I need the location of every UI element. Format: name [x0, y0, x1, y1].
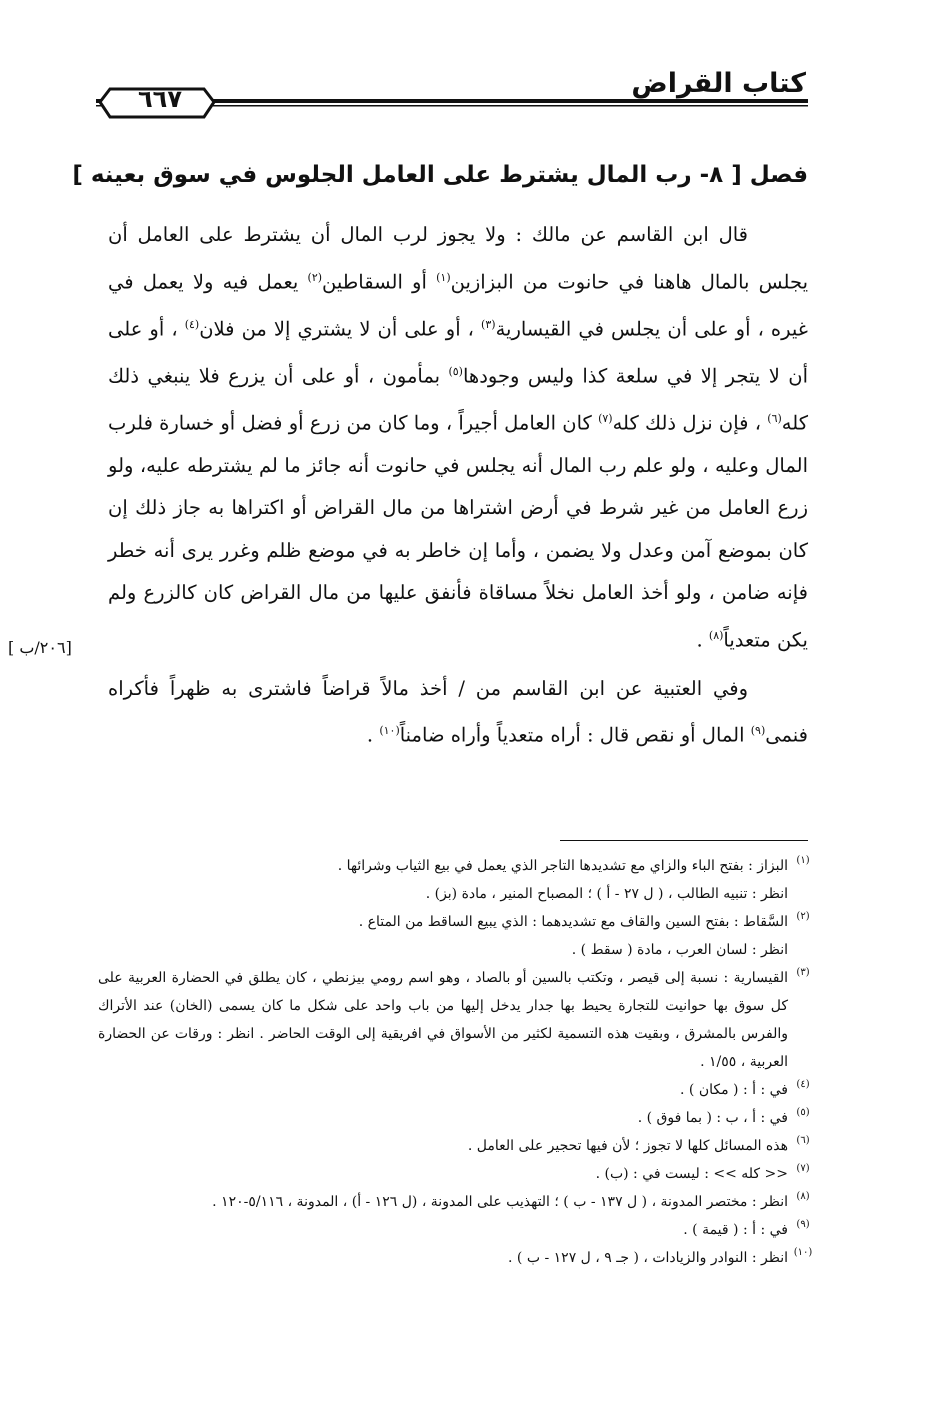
footnote-item	[98, 1244, 818, 1272]
footnote-ref: (٨)	[708, 628, 724, 642]
footnote-item	[98, 1188, 818, 1216]
footnote-line: انظر : تنبيه الطالب ، ( ل ٢٧ - أ ) ؛ المصباح المنير ، مادة (بز) .	[425, 886, 788, 902]
footnote-ref: (٦)	[767, 411, 782, 425]
footnote-ref: (٢)	[307, 270, 323, 284]
footnote-text	[98, 852, 788, 908]
footnotes	[98, 852, 818, 1272]
footnote-text	[98, 1104, 788, 1132]
footnote-item	[98, 1160, 818, 1188]
footnote-number: (٤)	[796, 1079, 810, 1090]
footnote-line: في : أ : ( قيمة ) .	[683, 1222, 788, 1238]
footnote-text	[98, 908, 788, 964]
footnote-line: انظر : لسان العرب ، مادة ( سقط ) .	[571, 942, 788, 958]
footnote-line: في : أ ، ب : ( بما فوق ) .	[637, 1110, 788, 1126]
section-heading: فصل [ ٨- رب المال يشترط على العامل الجلوس في سوق بعينه ]	[72, 162, 808, 188]
footnote-number: (٩)	[796, 1219, 810, 1230]
footnote-ref: (٥)	[448, 364, 463, 378]
footnote-line: في : أ : ( مكان ) .	[680, 1082, 788, 1098]
footnote-number: (٣)	[796, 967, 810, 978]
footnote-item	[98, 1216, 818, 1244]
footnote-line: القيسارية : نسبة إلى قيصر ، وتكتب بالسين أو بالصاد ، وهو اسم رومي بيزنطي ، كان يطلق في الحضارة العربية على كل سوق بها حوانيت للتجارة يحيط بها جدار يدخل إليها من باب واحد على شكل ما كان يسمى (الخان) عند الأتراك والفرس بالمشرق ، وبقيت هذه التسمية لكثير من الأسواق في افريقية إلى الوقت الحاضر . انظر : ورقات عن الحضارة العربية ، ١/٥٥ .	[98, 970, 788, 1070]
margin-folio-note: [ ٢٠٦/ب]	[8, 638, 72, 657]
footnote-line: انظر : مختصر المدونة ، ( ل ١٣٧ - ب ) ؛ التهذيب على المدونة ، (ل ١٢٦ - أ) ، المدونة ، ٥/١١٦-١٢٠ .	[212, 1194, 788, 1210]
footnote-number: (٢)	[796, 911, 810, 922]
footnote-line: البزاز : بفتح الباء والزاي مع تشديدها التاجر الذي يعمل في بيع الثياب وشرائها .	[337, 858, 788, 874]
footnote-separator	[560, 840, 808, 841]
footnote-number: (٨)	[796, 1191, 810, 1202]
footnote-line: << كله >> : ليست في : (ب) .	[595, 1166, 788, 1182]
main-text	[108, 214, 808, 757]
footnote-number: (١٠)	[793, 1247, 813, 1258]
footnote-number: (٧)	[796, 1163, 810, 1174]
footnote-item	[98, 908, 818, 964]
footnote-item	[98, 1104, 818, 1132]
footnote-text	[98, 1132, 788, 1160]
footnote-item	[98, 852, 818, 908]
footnote-ref: (٤)	[184, 317, 200, 331]
footnote-text	[98, 1244, 788, 1272]
footnote-ref: (٧)	[598, 411, 613, 425]
footnote-number: (١)	[796, 855, 810, 866]
footnote-item	[98, 1076, 818, 1104]
book-title: كتاب القراض	[631, 68, 806, 99]
footnote-text	[98, 1076, 788, 1104]
footnote-item	[98, 964, 818, 1076]
footnote-text	[98, 1216, 788, 1244]
footnote-ref: (١٠)	[379, 724, 400, 737]
page-number: ٦٦٧	[138, 85, 182, 113]
footnote-ref: (٩)	[750, 724, 766, 737]
footnote-ref: (١)	[436, 270, 451, 284]
footnote-number: (٦)	[796, 1135, 810, 1146]
paragraph-2: وفي العتبية عن ابن القاسم من / أخذ مالاً قراضاً فاشترى به ظهراً فأكراه فنمى$^{(٩)}$ المال أو نقص قال : أراه متعدياً وأراه ضامناً$^{(١٠)}$ .	[108, 676, 808, 747]
footnote-text	[98, 1160, 788, 1188]
footnote-line: هذه المسائل كلها لا تجوز ؛ لأن فيها تحجير على العامل .	[467, 1138, 788, 1154]
footnote-ref: (٣)	[481, 317, 496, 331]
footnote-item	[98, 1132, 818, 1160]
footnote-text	[98, 1188, 788, 1216]
footnote-line: السَّقاط : بفتح السين والقاف مع تشديدهما : الذي يبيع الساقط من المتاع .	[358, 914, 788, 930]
footnote-number: (٥)	[796, 1107, 810, 1118]
footnote-line: انظر : النوادر والزيادات ، ( جـ ٩ ، ل ١٢٧ - ب ) .	[508, 1250, 788, 1266]
footnote-text	[98, 964, 788, 1076]
paragraph-1: قال ابن القاسم عن مالك : ولا يجوز لرب المال أن يشترط على العامل أن يجلس بالمال هاهنا في حانوت من البزازين$^{(١)}$ أو السقاطين$^{(٢)}$ يعمل فيه ولا يعمل في غيره ، أو على أن يجلس في القيسارية$^{(٣)}$ ، أو على أن لا يشتري إلا من فلان$^{(٤)}$ ، أو على أن لا يتجر إلا في سلعة كذا وليس وجودها$^{(٥)}$ بمأمون ، أو على أن يزرع فلا ينبغي ذلك كله$^{(٦)}$ ، فإن نزل ذلك كله$^{(٧)}$ كان العامل أجيراً ، وما كان من زرع أو فضل أو خسارة فلرب المال وعليه ، ولو علم رب المال أنه يجلس في حانوت أنه جائز ما لم يشترطه عليه، ولو زرع العامل من غير شرط في أرض اشتراها من مال القراض أو اكتراها به جاز ذلك إن كان بموضع آمن وعدل ولا يضمن ، وأما إن خاطر به في موضع ظلم وغرر يرى أنه خطر فإنه ضامن ، ولو أخذ العامل نخلاً مساقاة فأنفق عليها من مال القراض كان كالزرع ولم يكن متعدياً$^{(٨)}$ .	[108, 223, 808, 651]
